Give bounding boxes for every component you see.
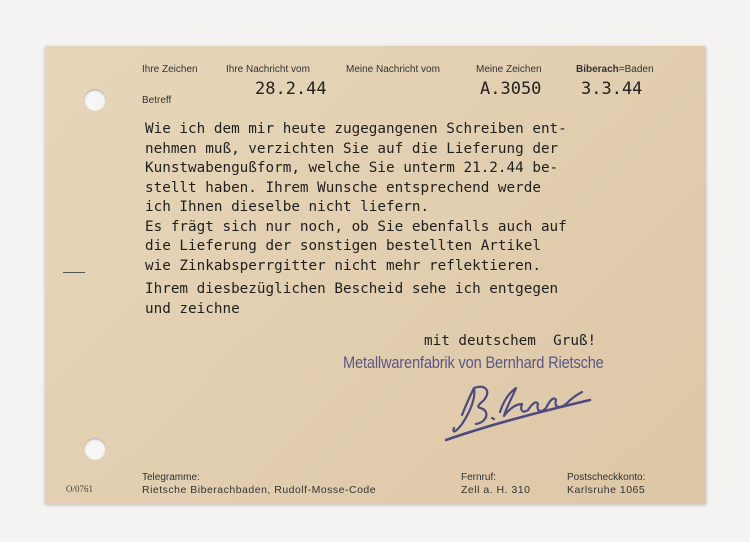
- body-line: wie Zinkabsperrgitter nicht mehr reflektieren.: [145, 257, 541, 274]
- body-line: und zeichne: [145, 300, 240, 317]
- letter-date: 3.3.44: [581, 79, 643, 99]
- fernruf-label: Fernruf:: [461, 472, 497, 483]
- city-label: [576, 64, 654, 75]
- postscheck-value: Karlsruhe 1065: [567, 484, 646, 496]
- fold-mark: [63, 272, 85, 273]
- punch-hole-top: [84, 89, 106, 111]
- city-suffix: =Baden: [618, 64, 654, 75]
- ihre-nachricht-date: 28.2.44: [255, 79, 327, 99]
- body-line: nehmen muß, verzichten Sie auf die Lieferung der: [145, 140, 559, 157]
- betreff-label: Betreff: [142, 95, 172, 106]
- meine-nachricht-label: Meine Nachricht vom: [346, 64, 440, 75]
- fernruf-value: Zell a. H. 310: [461, 484, 531, 496]
- body-line: Ihrem diesbezüglichen Bescheid sehe ich entgegen: [145, 281, 559, 297]
- body-line: Wie ich dem mir heute zugegangenen Schreiben ent-: [145, 121, 567, 137]
- city-name: Biberach: [576, 64, 619, 75]
- meine-zeichen-label: Meine Zeichen: [476, 64, 542, 75]
- telegramme-label: Telegramme:: [142, 472, 200, 483]
- body-line: Kunstwabengußform, welche Sie unterm 21.2.44 be-: [145, 160, 559, 176]
- body-line: Es frägt sich nur noch, ob Sie ebenfalls auch auf: [145, 218, 567, 235]
- punch-hole-bottom: [84, 438, 106, 460]
- body-line: stellt haben. Ihrem Wunsche entsprechend werde: [145, 179, 541, 196]
- telegramme-value: Rietsche Biberachbaden, Rudolf-Mosse-Code: [142, 484, 377, 496]
- closing-greeting: mit deutschem Gruß!: [424, 333, 597, 349]
- postscheck-label: Postscheckkonto:: [567, 472, 646, 483]
- body-line: die Lieferung der sonstigen bestellten Artikel: [145, 238, 541, 254]
- body-line: ich Ihnen dieselbe nicht liefern.: [145, 199, 430, 215]
- company-stamp: Metallwarenfabrik von Bernhard Rietsche: [343, 353, 604, 372]
- form-code: O/0761: [66, 484, 93, 494]
- ihre-nachricht-label: Ihre Nachricht vom: [226, 64, 310, 75]
- meine-zeichen-value: A.3050: [480, 79, 542, 99]
- ihre-zeichen-label: Ihre Zeichen: [142, 64, 198, 75]
- letter-body: [145, 120, 705, 319]
- handwritten-signature: [440, 370, 600, 450]
